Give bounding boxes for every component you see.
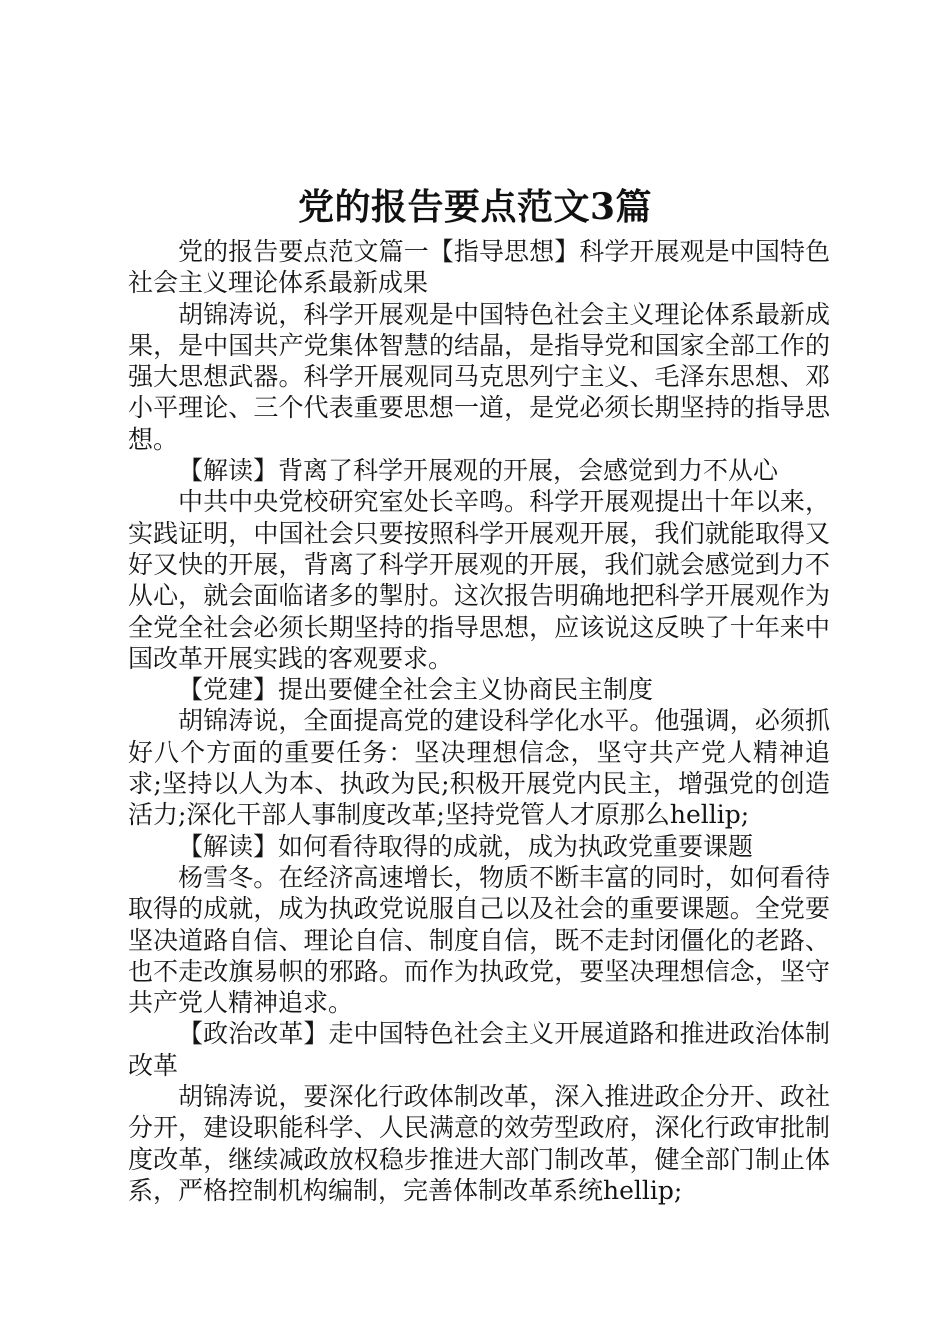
paragraph: 杨雪冬。在经济高速增长，物质不断丰富的同时，如何看待取得的成就，成为执政党说服自己以及社会的重要课题。全党要坚决道路自信、理论自信、制度自信，既不走封闭僵化的老路、也不走改旗易帜的邪路。而作为执政党，要坚决理想信念，坚守共产党人精神追求。 (128, 862, 830, 1018)
document-body (128, 236, 830, 1206)
paragraph: 胡锦涛说，要深化行政体制改革，深入推进政企分开、政社分开，建设职能科学、人民满意的效劳型政府，深化行政审批制度改革，继续减政放权稳步推进大部门制改革，健全部门制止体系，严格控制机构编制，完善体制改革系统hellip; (128, 1082, 830, 1205)
paragraph: 胡锦涛说，全面提高党的建设科学化水平。他强调，必须抓好八个方面的重要任务：坚决理想信念，坚守共产党人精神追求;坚持以人为本、执政为民;积极开展党内民主，增强党的创造活力;深化干部人事制度改革;坚持党管人才原那么hellip; (128, 706, 830, 830)
paragraph: 【政治改革】走中国特色社会主义开展道路和推进政治体制改革 (128, 1019, 830, 1080)
paragraph: 中共中央党校研究室处长辛鸣。科学开展观提出十年以来，实践证明，中国社会只要按照科学开展观开展，我们就能取得又好又快的开展，背离了科学开展观的开展，我们就会感觉到力不从心，就会面临诸多的掣肘。这次报告明确地把科学开展观作为全党全社会必须长期坚持的指导思想，应该说这反映了十年来中国改革开展实践的客观要求。 (128, 487, 830, 673)
document-title: 党的报告要点范文3篇 (297, 186, 653, 228)
paragraph: 党的报告要点范文篇一【指导思想】科学开展观是中国特色社会主义理论体系最新成果 (128, 237, 830, 298)
paragraph: 【解读】背离了科学开展观的开展，会感觉到力不从心 (178, 456, 779, 486)
paragraph: 【党建】提出要健全社会主义协商民主制度 (178, 675, 654, 705)
paragraph: 胡锦涛说，科学开展观是中国特色社会主义理论体系最新成果，是中国共产党集体智慧的结晶，是指导党和国家全部工作的强大思想武器。科学开展观同马克思列宁主义、毛泽东思想、邓小平理论、三个代表重要思想一道，是党必须长期坚持的指导思想。 (128, 299, 830, 454)
paragraph: 【解读】如何看待取得的成就，成为执政党重要课题 (178, 831, 754, 861)
